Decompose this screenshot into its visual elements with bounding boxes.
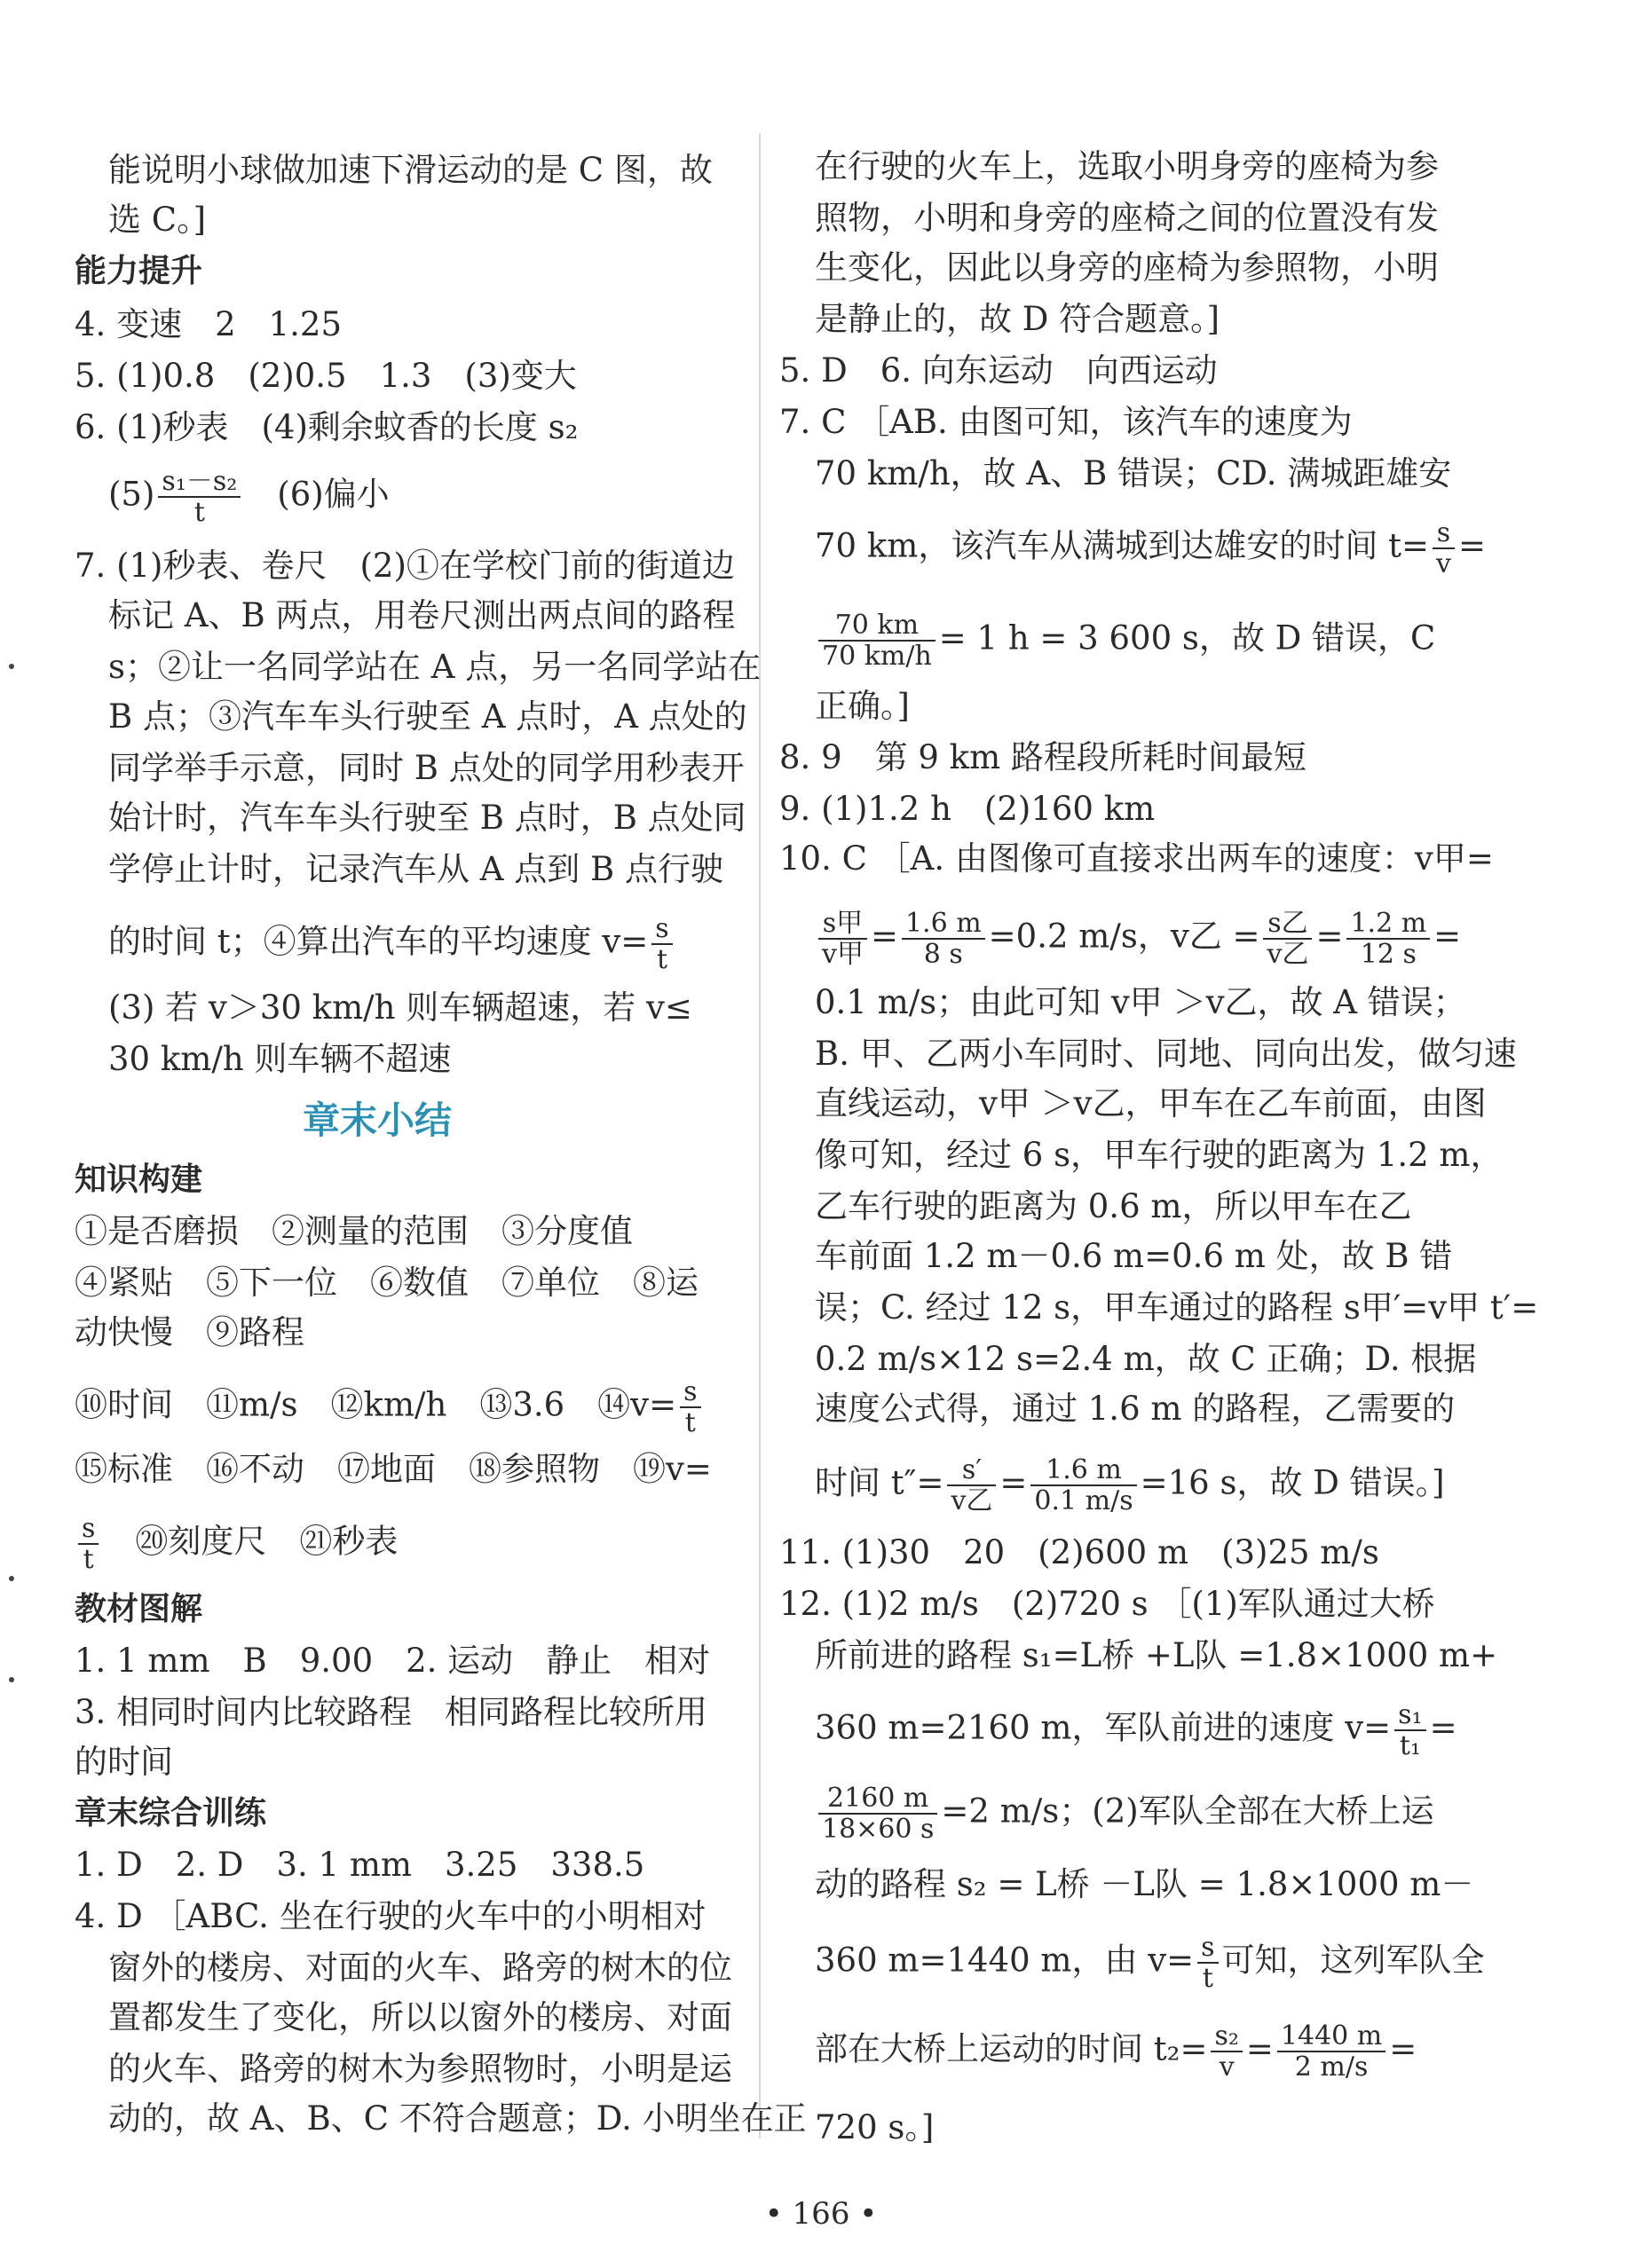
text-line: 速度公式得，通过 1.6 m 的路程，乙需要的 bbox=[815, 1390, 1456, 1428]
answer-line: 5. (1)0.8 (2)0.5 1.3 (3)变大 bbox=[75, 357, 577, 395]
numerator: s bbox=[680, 1377, 700, 1408]
fraction bbox=[1346, 909, 1430, 969]
answer-line: 4. D ［ABC. 坐在行驶的火车中的小明相对 bbox=[75, 1897, 707, 1935]
denominator: v乙 bbox=[951, 1485, 993, 1516]
text-line: 时间 t″= $\frac{s'}{\text{v乙}}$ = $\frac{1.6 m}{0.1 m/s}$ =16 s，故 D 错误。] bbox=[815, 1454, 1445, 1516]
numerator: 70 km bbox=[818, 610, 935, 642]
answer-line: 11. (1)30 20 (2)600 m (3)25 m/s bbox=[779, 1533, 1379, 1571]
numerator: s₁ bbox=[1394, 1700, 1425, 1731]
text-line: 70 km，该汽车从满城到达雄安的时间 t= $\frac{s}{v}$ = bbox=[815, 517, 1486, 579]
denominator: t bbox=[83, 1544, 94, 1575]
text-line: 720 s。] bbox=[815, 2108, 935, 2146]
text: 的时间 t；④算出汽车的平均速度 v= bbox=[108, 922, 649, 961]
denominator: v bbox=[1219, 2051, 1235, 2083]
fraction bbox=[1394, 1700, 1425, 1760]
text-line: 在行驶的火车上，选取小明身旁的座椅为参 bbox=[815, 147, 1439, 185]
fraction bbox=[947, 1455, 996, 1516]
text-line: 选 C。] bbox=[108, 201, 207, 239]
margin-dot bbox=[9, 1677, 14, 1682]
text: = 1 h = 3 600 s，故 D 错误，C bbox=[938, 618, 1436, 658]
text-line: 乙车行驶的距离为 0.6 m，所以甲车在乙 bbox=[815, 1187, 1412, 1225]
text-line: 窗外的楼房、对面的火车、路旁的树木的位 bbox=[108, 1949, 732, 1987]
numerator: s bbox=[78, 1514, 99, 1545]
text-line: 的火车、路旁的树木为参照物时，小明是运 bbox=[108, 2050, 732, 2088]
numerator: 1440 m bbox=[1277, 2021, 1385, 2052]
text-line: 置都发生了变化，所以以窗外的楼房、对面 bbox=[108, 1998, 732, 2036]
text-line: 动的，故 A、B、C 不符合题意；D. 小明坐在正 bbox=[108, 2099, 807, 2138]
denominator: t bbox=[684, 1407, 696, 1438]
numerator: 2160 m bbox=[818, 1784, 937, 1815]
numerator: s甲 bbox=[818, 909, 867, 940]
denominator: t bbox=[193, 497, 205, 528]
numerator: s′ bbox=[947, 1455, 996, 1486]
text-line: 70 km/h，故 A、B 错误；CD. 满城距雄安 bbox=[815, 454, 1452, 492]
text-line: 照物，小明和身旁的座椅之间的位置没有发 bbox=[815, 199, 1439, 237]
fraction bbox=[78, 1514, 99, 1574]
section-heading: 章末综合训练 bbox=[75, 1795, 267, 1831]
fraction bbox=[158, 467, 241, 527]
text-line bbox=[75, 1514, 398, 1574]
fraction bbox=[1211, 2021, 1242, 2082]
text-line bbox=[815, 1933, 1485, 1993]
margin-dot bbox=[9, 664, 14, 669]
text-line: 0.2 m/s×12 s=2.4 m，故 C 正确；D. 根据 bbox=[815, 1340, 1477, 1378]
numerator: s乙 bbox=[1263, 909, 1312, 940]
text-line: 生变化，因此以身旁的座椅为参照物，小明 bbox=[815, 248, 1439, 287]
fraction bbox=[680, 1377, 700, 1437]
text-line: B. 甲、乙两小车同时、同地、同向出发，做匀速 bbox=[815, 1035, 1517, 1073]
numerator: s bbox=[1197, 1933, 1218, 1964]
section-heading: 教材图解 bbox=[75, 1591, 203, 1627]
fraction bbox=[1030, 1455, 1136, 1516]
text-line: (3) 若 v＞30 km/h 则车辆超速，若 v≤ bbox=[108, 988, 692, 1027]
section-title: 章末小结 bbox=[302, 1099, 452, 1142]
text-line: 能说明小球做加速下滑运动的是 C 图，故 bbox=[108, 151, 713, 189]
denominator: 18×60 s bbox=[822, 1814, 935, 1845]
fraction bbox=[651, 914, 672, 974]
answer-line: 4. 变速 2 1.25 bbox=[75, 305, 342, 343]
text: (6)偏小 bbox=[277, 475, 390, 514]
text-line: 是静止的，故 D 符合题意。] bbox=[815, 300, 1220, 338]
text-line: B 点；③汽车车头行驶至 A 点时，A 点处的 bbox=[108, 697, 747, 736]
text: ⑩时间 ⑪m/s ⑫km/h ⑬3.6 ⑭v= bbox=[75, 1385, 677, 1424]
numerator: 1.2 m bbox=[1346, 909, 1430, 940]
answer-line: 6. (1)秒表 (4)剩余蚊香的长度 s₂ bbox=[75, 408, 579, 446]
denominator: t bbox=[656, 944, 668, 975]
denominator: 70 km/h bbox=[822, 641, 932, 672]
answer-line: 5. D 6. 向东运动 向西运动 bbox=[779, 351, 1218, 390]
answer-line: 1. D 2. D 3. 1 mm 3.25 338.5 bbox=[75, 1846, 645, 1884]
text: 可知，这列军队全 bbox=[1221, 1941, 1485, 1980]
text-line: 始计时，汽车车头行驶至 B 点时，B 点处同 bbox=[108, 799, 746, 837]
denominator: v甲 bbox=[822, 939, 864, 970]
answer-line: 3. 相同时间内比较路程 相同路程比较所用 bbox=[75, 1693, 708, 1731]
section-heading: 能力提升 bbox=[75, 253, 203, 289]
text: 部在大桥上运动的时间 t₂= bbox=[815, 2029, 1208, 2068]
text-line bbox=[815, 1784, 1434, 1844]
text-line: 车前面 1.2 m－0.6 m=0.6 m 处，故 B 错 bbox=[815, 1237, 1453, 1275]
text-line: 学停止计时，记录汽车从 A 点到 B 点行驶 bbox=[108, 850, 723, 888]
fraction bbox=[818, 909, 867, 969]
fraction bbox=[1277, 2021, 1385, 2082]
text: 70 km，该汽车从满城到达雄安的时间 t= bbox=[815, 526, 1429, 565]
denominator: t₁ bbox=[1399, 1730, 1421, 1761]
numerator: s₂ bbox=[1211, 2021, 1242, 2052]
text-line: 误；C. 经过 12 s，甲车通过的路程 s甲′=v甲 t′= bbox=[815, 1288, 1539, 1327]
fraction bbox=[902, 909, 985, 969]
numerator: s bbox=[1433, 518, 1455, 549]
text-line: 30 km/h 则车辆不超速 bbox=[108, 1040, 452, 1078]
denominator: 12 s bbox=[1360, 939, 1417, 970]
text-line: 0.1 m/s；由此可知 v甲 ＞v乙，故 A 错误； bbox=[815, 983, 1466, 1021]
text-line: 直线运动，v甲 ＞v乙，甲车在乙车前面，由图 bbox=[815, 1084, 1487, 1122]
fraction bbox=[1433, 518, 1455, 579]
section-heading: 知识构建 bbox=[75, 1162, 203, 1198]
text-line: 像可知，经过 6 s，甲车行驶的距离为 1.2 m， bbox=[815, 1136, 1504, 1174]
answer-line: 1. 1 mm B 9.00 2. 运动 静止 相对 bbox=[75, 1642, 711, 1680]
denominator: v乙 bbox=[1267, 939, 1309, 970]
numerator: 1.6 m bbox=[902, 909, 985, 940]
text-line: 所前进的路程 s₁=L桥 +L队 =1.8×1000 m+ bbox=[815, 1636, 1498, 1674]
fraction bbox=[818, 1784, 937, 1844]
column-divider bbox=[759, 133, 761, 2138]
text-line bbox=[815, 610, 1435, 671]
denominator: t bbox=[1202, 1963, 1213, 1994]
text-line: 同学举手示意，同时 B 点处的同学用秒表开 bbox=[108, 749, 745, 787]
fraction bbox=[1263, 909, 1312, 969]
text-line bbox=[75, 1377, 705, 1437]
denominator: 2 m/s bbox=[1294, 2051, 1369, 2083]
answer-line: 8. 9 第 9 km 路程段所耗时间最短 bbox=[779, 738, 1306, 776]
text: 360 m=2160 m，军队前进的速度 v= bbox=[815, 1708, 1392, 1747]
denominator: 0.1 m/s bbox=[1034, 1485, 1133, 1516]
answer-line: 7. (1)秒表、卷尺 (2)①在学校门前的街道边 bbox=[75, 547, 735, 585]
answer-line bbox=[108, 467, 390, 527]
numerator: 1.6 m bbox=[1030, 1455, 1136, 1486]
text-line: ①是否磨损 ②测量的范围 ③分度值 bbox=[75, 1212, 633, 1250]
page-number: • 166 • bbox=[764, 2196, 878, 2232]
text: 360 m=1440 m，由 v= bbox=[815, 1941, 1195, 1980]
text: =0.2 m/s，v乙 = bbox=[988, 917, 1260, 956]
text-line: 部在大桥上运动的时间 t₂= $\frac{\text{s₂}}{v}$ = $\frac{1440 m}{2 m/s}$ = bbox=[815, 2020, 1417, 2083]
answer-line: 12. (1)2 m/s (2)720 s ［(1)军队通过大桥 bbox=[779, 1585, 1435, 1623]
denominator: 8 s bbox=[923, 939, 963, 970]
answer-line: 7. C ［AB. 由图可知，该汽车的速度为 bbox=[779, 403, 1353, 441]
text-line: 标记 A、B 两点，用卷尺测出两点间的路程 bbox=[108, 596, 736, 634]
text-line: 正确。] bbox=[815, 687, 910, 725]
text-line: 360 m=2160 m，军队前进的速度 v= $\frac{\text{s₁}}{\text{t₁}}$ = bbox=[815, 1699, 1457, 1761]
margin-dot bbox=[9, 1576, 14, 1581]
text-line: 的时间 bbox=[75, 1743, 173, 1781]
text-line: 动的路程 s₂ = L桥 －L队 = 1.8×1000 m－ bbox=[815, 1865, 1474, 1903]
numerator: s₁－s₂ bbox=[158, 467, 241, 498]
answer-line: 10. C ［A. 由图像可直接求出两车的速度：v甲= bbox=[779, 839, 1494, 878]
text-line: ④紧贴 ⑤下一位 ⑥数值 ⑦单位 ⑧运 bbox=[75, 1264, 699, 1302]
answer-line: 9. (1)1.2 h (2)160 km bbox=[779, 790, 1156, 828]
numerator: s bbox=[651, 914, 672, 945]
text-line: ⑮标准 ⑯不动 ⑰地面 ⑱参照物 ⑲v= bbox=[75, 1450, 712, 1488]
text: =16 s，故 D 错误。] bbox=[1140, 1463, 1445, 1502]
text-line bbox=[108, 914, 676, 974]
fraction bbox=[1197, 1933, 1218, 1993]
text-line: $\frac{\text{s甲}}{\text{v甲}}$ = $\frac{1.6 m}{8 s}$ =0.2 m/s，v乙 = $\frac{\text{s乙}}{\text{v乙}}$ = $\frac{1.2 m}{12 s}$ = bbox=[815, 909, 1461, 969]
denominator: v bbox=[1435, 548, 1451, 579]
text-line: s；②让一名同学站在 A 点，另一名同学站在 bbox=[108, 648, 762, 686]
text: (5) bbox=[108, 475, 155, 514]
text: =2 m/s；(2)军队全部在大桥上运 bbox=[941, 1792, 1434, 1831]
fraction bbox=[818, 610, 935, 671]
text: 时间 t″= bbox=[815, 1463, 944, 1502]
text-line: 动快慢 ⑨路程 bbox=[75, 1313, 304, 1351]
text: ⑳刻度尺 ㉑秒表 bbox=[135, 1522, 399, 1561]
